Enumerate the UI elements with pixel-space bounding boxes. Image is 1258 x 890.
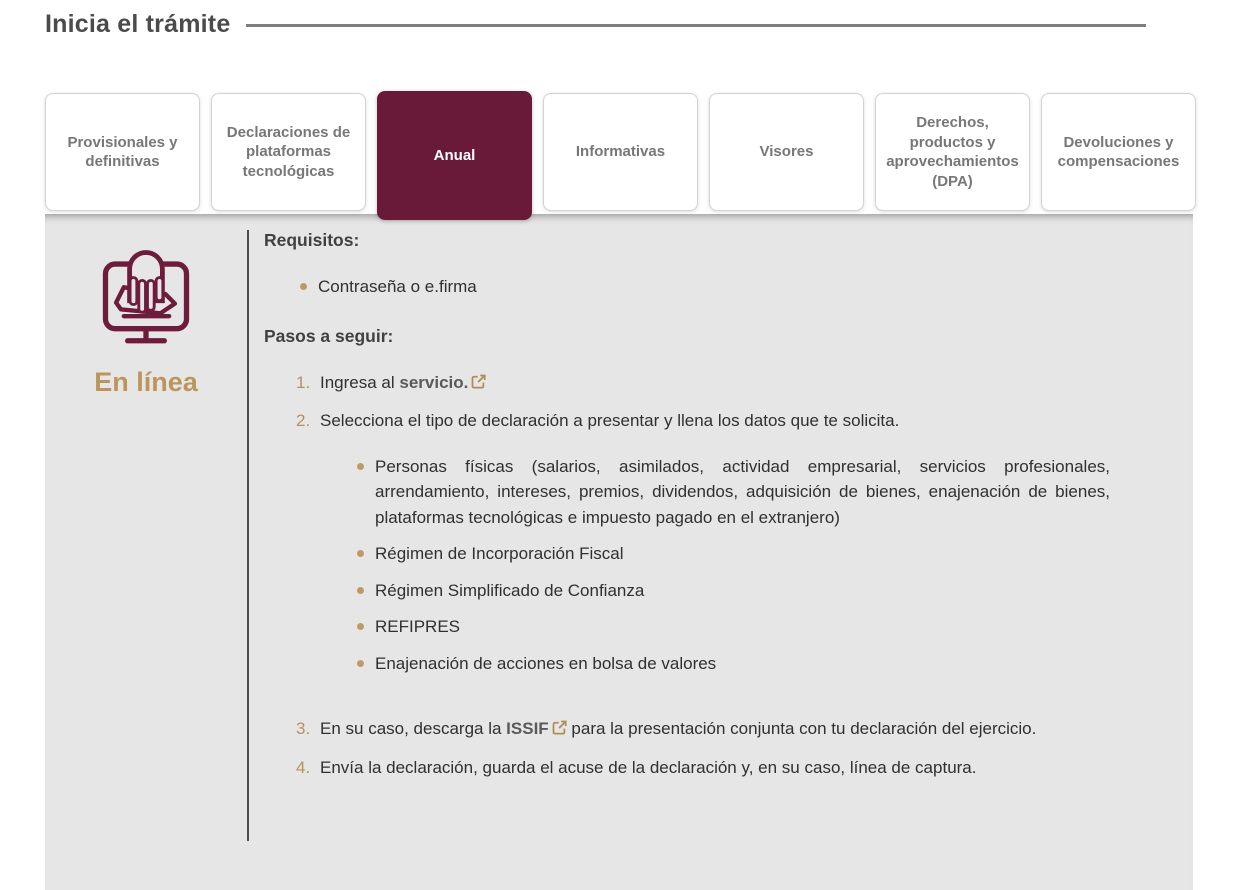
- requirements-heading: Requisitos:: [264, 230, 360, 250]
- tab-label: Visores: [759, 143, 814, 161]
- step-item-4: [296, 755, 1110, 781]
- step-item-1: [296, 370, 1110, 396]
- page-title: Inicia el trámite: [45, 10, 231, 38]
- step-text-post: para la presentación conjunta con tu declaración del ejercicio.: [566, 719, 1037, 738]
- step-text-main: Selecciona el tipo de declaración a presentar y llena los datos que te solicita.: [320, 411, 900, 430]
- tab-derechos-productos-aprovechamientos-dpa[interactable]: [875, 93, 1030, 211]
- declaration-types-list: [357, 454, 1110, 677]
- step-text-main: Envía la declaración, guarda el acuse de la declaración y, en su caso, línea de captura.: [320, 757, 977, 777]
- tab-bar: [45, 93, 1196, 220]
- step-text: [320, 408, 1110, 703]
- step-text-pre: Ingresa al: [320, 372, 400, 392]
- tab-informativas[interactable]: [543, 93, 698, 211]
- step-item-3: [296, 716, 1110, 742]
- list-item: [357, 651, 1110, 677]
- channel-label: En línea: [94, 367, 198, 397]
- step-number: 3.: [296, 719, 311, 738]
- tab-devoluciones-y-compensaciones[interactable]: [1041, 93, 1196, 211]
- external-link-icon[interactable]: [471, 374, 486, 389]
- list-item: [357, 541, 1110, 567]
- tab-anual[interactable]: [377, 91, 532, 220]
- tab-label: Derechos, productos y aprovechamientos (DPA): [886, 114, 1019, 190]
- step-item-2: [296, 408, 1110, 703]
- issif-link[interactable]: ISSIF: [506, 719, 549, 738]
- servicio-link[interactable]: servicio.: [399, 372, 469, 392]
- bullet-dot: [357, 623, 364, 630]
- list-item: [300, 274, 1110, 300]
- step-number: 4.: [296, 757, 311, 777]
- tab-label: Informativas: [575, 143, 666, 161]
- declaration-type-text: Régimen de Incorporación Fiscal: [375, 544, 624, 563]
- monitor-hand-ballot-icon: [97, 239, 195, 347]
- steps-list: [296, 370, 1110, 781]
- tab-label: Declaraciones de plataformas tecnológicas: [226, 123, 351, 180]
- tab-panel-anual: [45, 214, 1193, 890]
- step-text-pre: En su caso, descarga la: [320, 719, 507, 738]
- channel-column: [45, 214, 247, 890]
- step-text: [320, 370, 1110, 396]
- step-text: [320, 716, 1110, 742]
- bullet-dot: [357, 550, 364, 557]
- requirement-text: Contraseña o e.firma: [318, 277, 477, 296]
- tab-declaraciones-plataformas-tecnologicas[interactable]: [211, 93, 366, 211]
- bullet-dot: [357, 463, 364, 470]
- list-item: [357, 578, 1110, 604]
- title-divider-line: [246, 24, 1146, 27]
- tab-provisionales-y-definitivas[interactable]: [45, 93, 200, 211]
- bullet-dot: [300, 283, 307, 290]
- tab-label: Anual: [433, 146, 476, 164]
- requirements-list: [300, 274, 1110, 300]
- bullet-dot: [357, 587, 364, 594]
- procedure-details: [249, 214, 1193, 890]
- step-number: 2.: [296, 411, 311, 430]
- declaration-type-text: Enajenación de acciones en bolsa de valores: [375, 653, 717, 673]
- tab-label: Provisionales y definitivas: [67, 133, 178, 170]
- external-link-icon[interactable]: [552, 720, 567, 735]
- step-number: 1.: [296, 372, 311, 392]
- declaration-type-text: Régimen Simplificado de Confianza: [375, 580, 645, 600]
- declaration-type-text: REFIPRES: [375, 617, 461, 636]
- tab-visores[interactable]: [709, 93, 864, 211]
- page-header: [45, 10, 1198, 39]
- list-item: [357, 454, 1110, 531]
- tab-label: Devoluciones y compensaciones: [1057, 133, 1180, 170]
- declaration-type-text: Personas físicas (salarios, asimilados, actividad empresarial, servicios profesionales, arrendamiento, intereses, premios, dividendos, adquisición de bienes, enajenación de bienes, plataformas tecnológicas e impuesto pagado en el extranjero): [375, 456, 1110, 527]
- bullet-dot: [357, 660, 364, 667]
- list-item: [357, 614, 1110, 640]
- step-text: [320, 755, 1110, 781]
- steps-heading: Pasos a seguir:: [264, 325, 394, 346]
